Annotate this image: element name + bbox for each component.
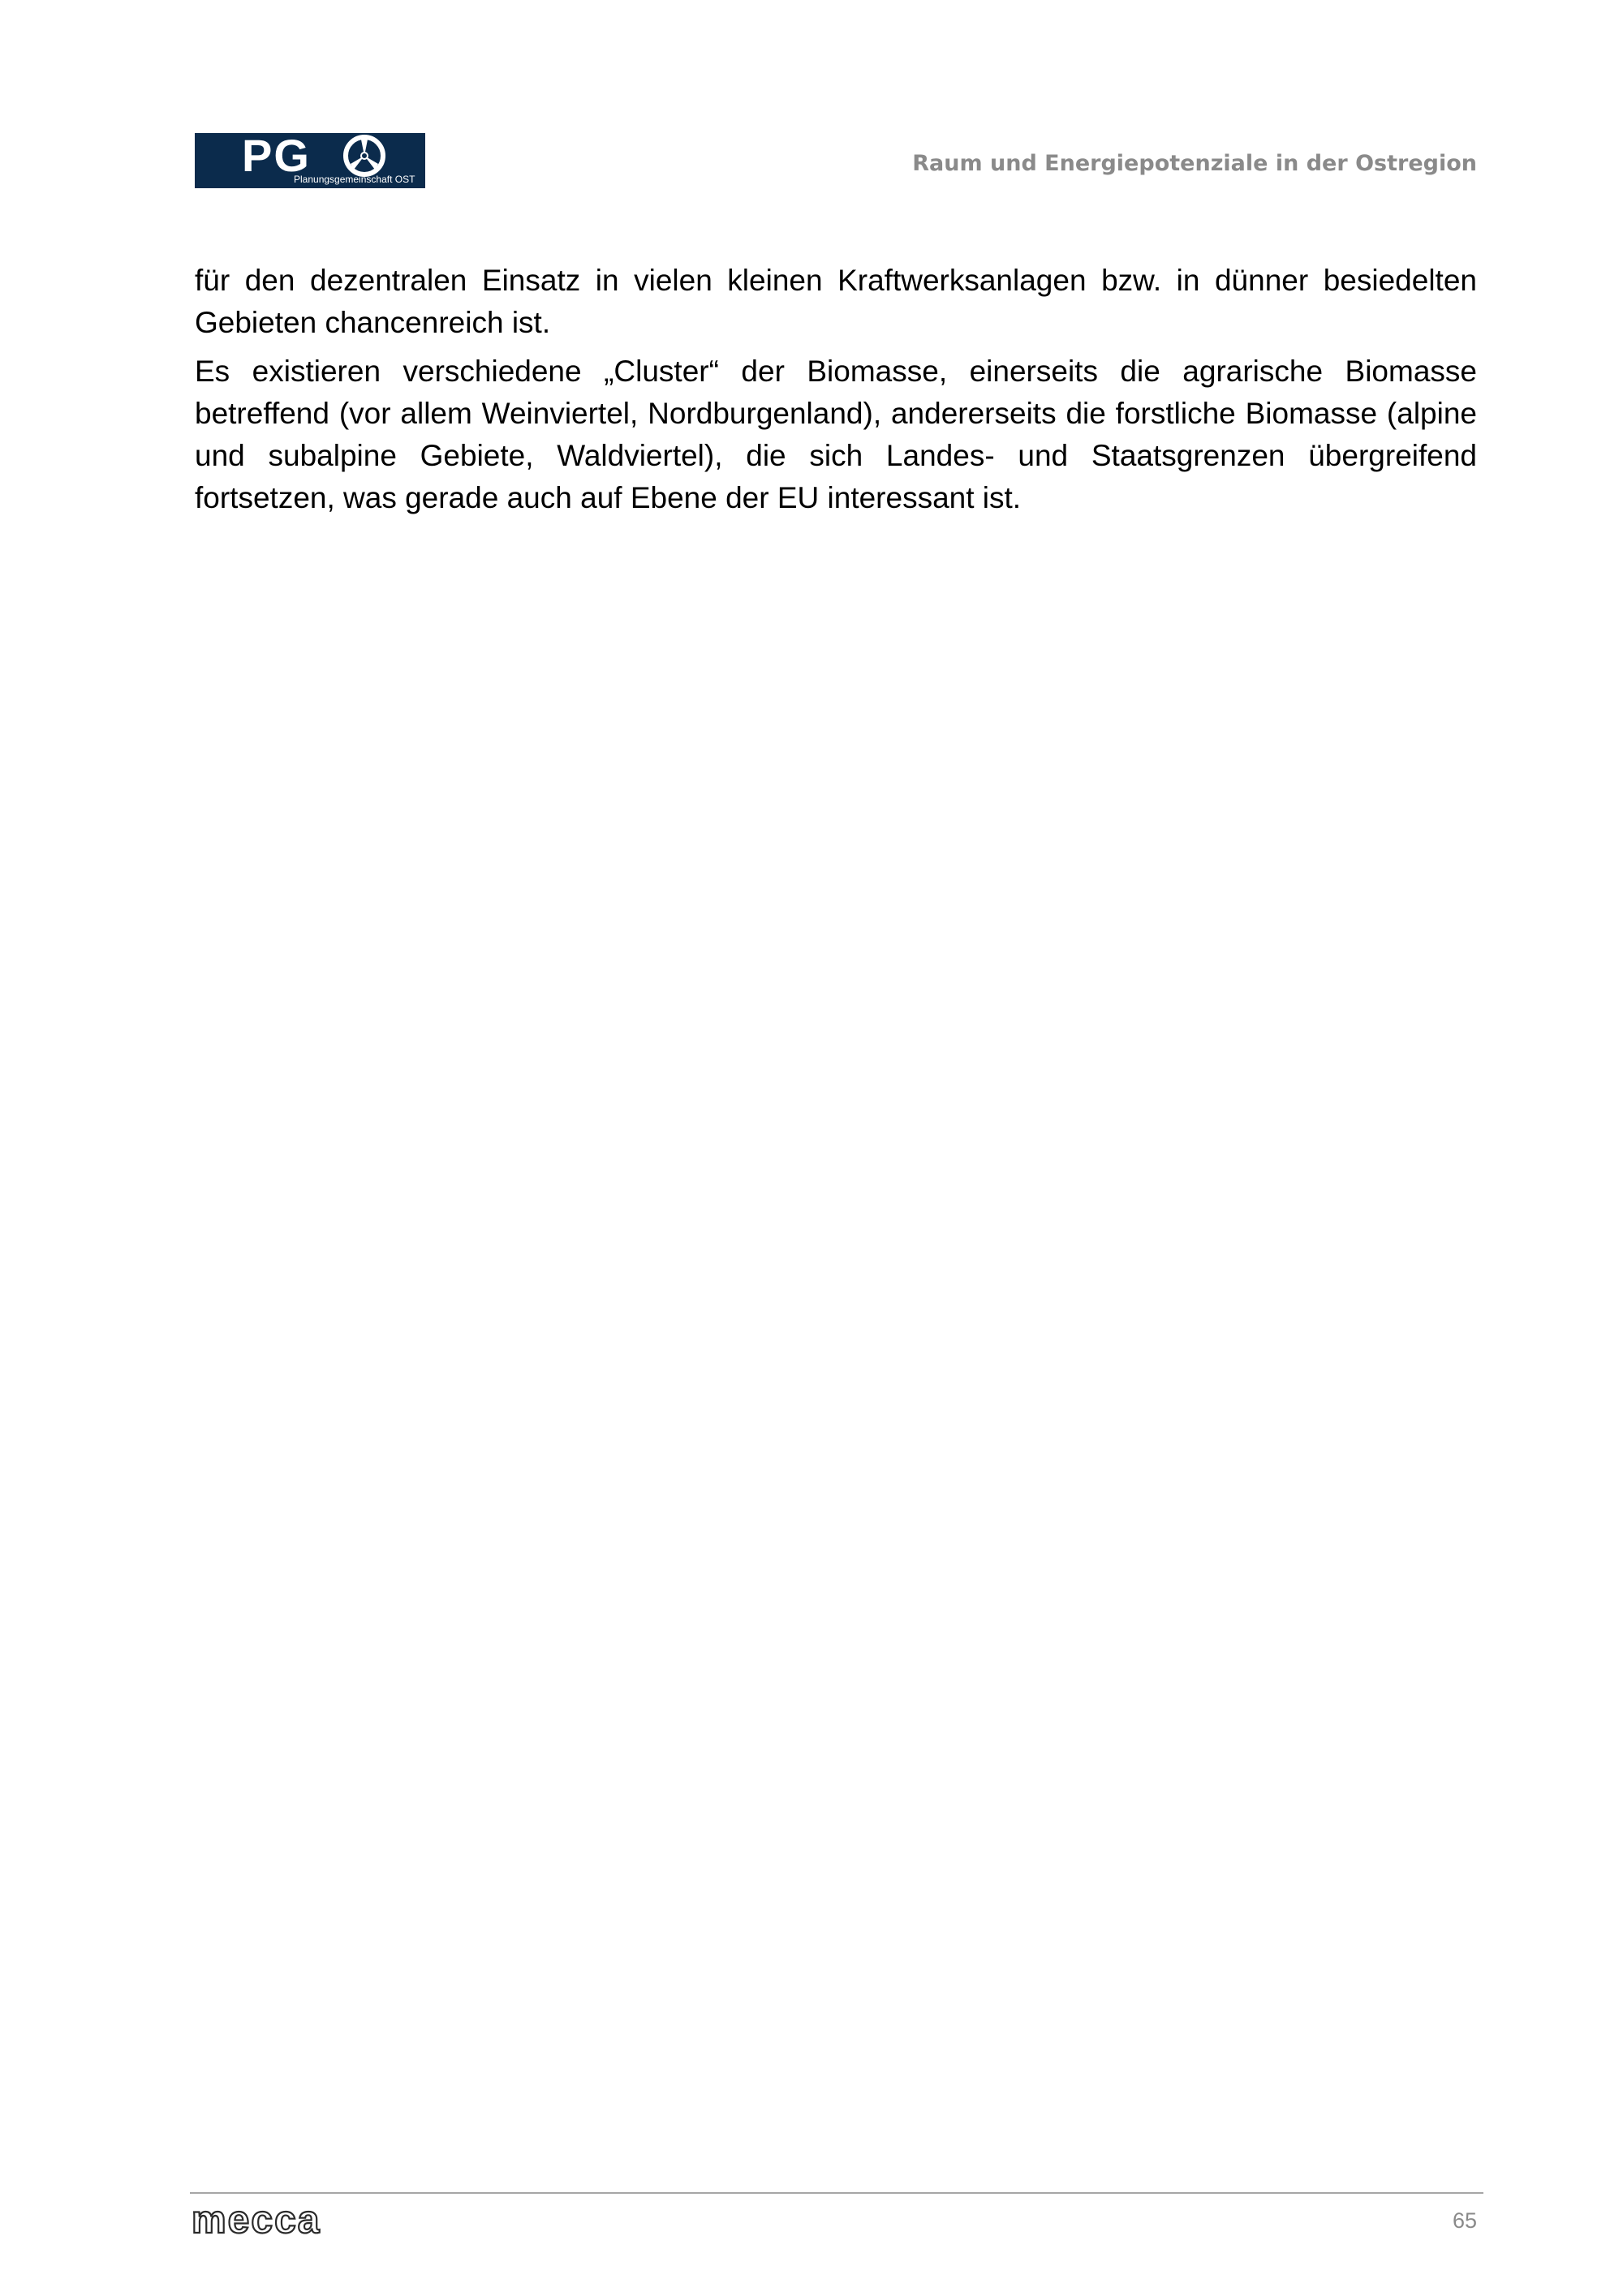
running-header-title: Raum und Energiepotenziale in der Ostregion xyxy=(912,151,1477,176)
logo-turbine-icon xyxy=(343,135,385,177)
logo-subtitle: Planungsgemeinschaft OST xyxy=(294,174,415,185)
page-number: 65 xyxy=(1452,2208,1477,2233)
paragraph: für den dezentralen Einsatz in vielen kleinen Kraftwerksanlagen bzw. in dünner besiedelten Gebieten chancenreich ist. xyxy=(195,264,1477,339)
body-text xyxy=(195,260,1477,526)
logo-letters: PG xyxy=(242,133,311,181)
mecca-brand-text: mecca xyxy=(192,2202,321,2241)
mecca-logo xyxy=(192,2202,370,2241)
footer-divider xyxy=(190,2192,1483,2194)
paragraph: Es existieren verschiedene „Cluster“ der Biomasse, einerseits die agrarische Biomasse betreffend (vor allem Weinviertel, Nordburgenland), andererseits die forstliche Biomasse (alpine und subalpine Gebiete, Waldviertel), die sich Landes- und Staatsgrenzen übergreifend fortsetzen, was gerade auch auf Ebene der EU interessant ist. xyxy=(195,355,1477,514)
pgo-logo xyxy=(195,133,425,188)
